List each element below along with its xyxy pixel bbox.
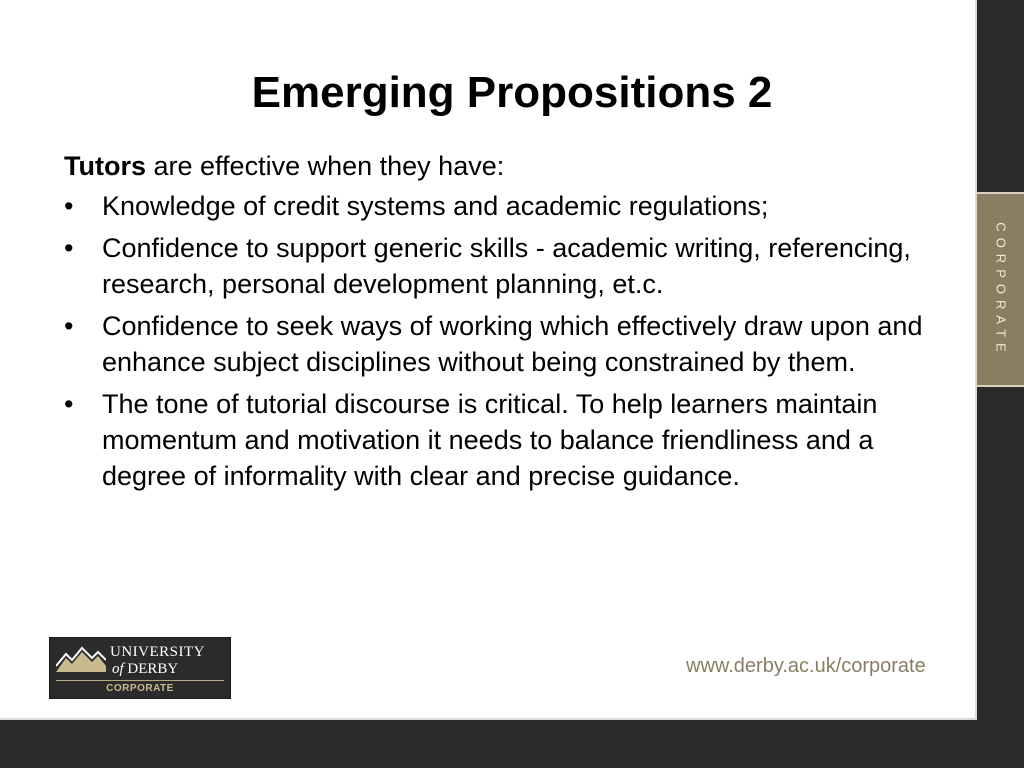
bullet-dot: • (64, 389, 74, 419)
list-item-text: Knowledge of credit systems and academic regulations; (102, 191, 769, 221)
logo-corporate-text: CORPORATE (106, 683, 174, 694)
bullet-dot: • (64, 311, 74, 341)
list-item-text: Confidence to support generic skills - academic writing, referencing, research, personal development planning, et.c. (102, 233, 911, 299)
list-item (64, 308, 964, 380)
list-item (64, 386, 964, 494)
side-tab (977, 192, 1024, 387)
university-logo (49, 637, 231, 699)
mountains-icon (56, 646, 106, 674)
list-item-text: The tone of tutorial discourse is critical. To help learners maintain momentum and motivation it needs to balance friendliness and a degree of informality with clear and precise guidance. (102, 389, 878, 491)
logo-derby-text (112, 661, 178, 678)
logo-name-text: DERBY (123, 661, 179, 677)
bullet-list (64, 188, 964, 494)
list-item (64, 230, 964, 302)
list-item (64, 188, 964, 224)
bullet-dot: • (64, 233, 74, 263)
footer-url: www.derby.ac.uk/corporate (686, 655, 926, 677)
list-item-text: Confidence to seek ways of working which effectively draw upon and enhance subject disciplines without being constrained by them. (102, 311, 923, 377)
slide-title: Emerging Propositions 2 (251, 68, 773, 117)
logo-divider (56, 680, 224, 681)
intro-rest: are effective when they have: (146, 151, 505, 181)
intro-bold: Tutors (64, 151, 146, 181)
bottom-band (0, 720, 977, 768)
side-tab-label: CORPORATE (993, 221, 1008, 358)
logo-university-text: UNIVERSITY (110, 644, 205, 660)
slide-body (64, 148, 964, 500)
logo-of-text: of (112, 661, 124, 677)
bullet-dot: • (64, 191, 74, 221)
intro-line (64, 148, 964, 184)
